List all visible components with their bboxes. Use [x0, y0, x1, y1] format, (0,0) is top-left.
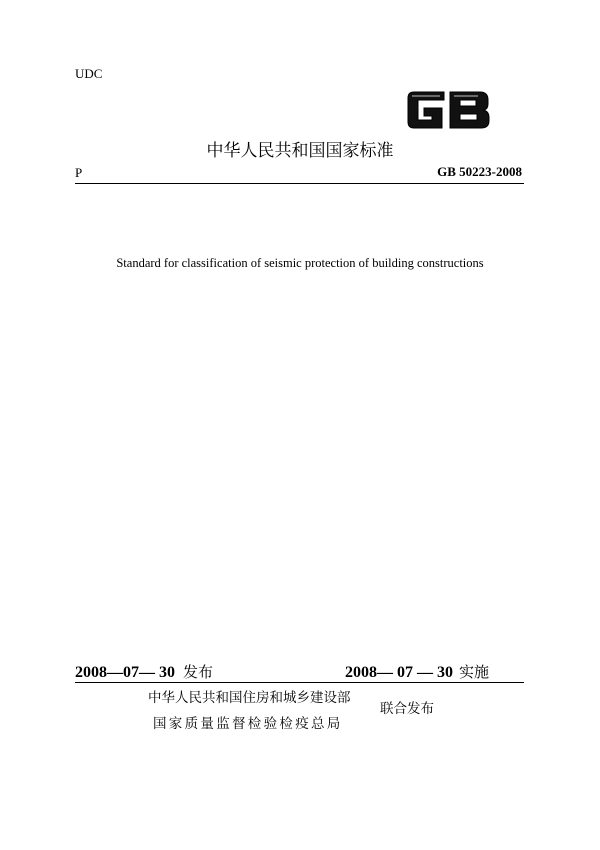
issue-date: 2008—07— 30 — [75, 664, 175, 681]
publisher-ministry: 中华人民共和国住房和城乡建设部 — [148, 690, 351, 706]
english-title: Standard for classification of seismic protection of building constructions — [116, 256, 484, 270]
joint-issue-label: 联合发布 — [380, 701, 434, 717]
implementation-label: 实施 — [459, 663, 490, 681]
publisher-aqsiq: 国家质量监督检验检疫总局 — [153, 716, 343, 732]
gb-logo-mark — [408, 92, 489, 128]
implementation-date: 2008— 07 — 30 — [345, 664, 453, 681]
implementation-date-line — [345, 661, 489, 682]
category-code: P — [75, 165, 83, 180]
bottom-rule — [75, 682, 524, 683]
gb-logo — [404, 86, 492, 134]
udc-label: UDC — [75, 66, 103, 81]
top-rule — [75, 183, 524, 184]
standard-number: GB 50223-2008 — [437, 164, 522, 179]
issue-label: 发布 — [183, 663, 214, 681]
standard-type-title: 中华人民共和国国家标准 — [206, 141, 394, 161]
issue-date-line — [75, 661, 213, 682]
